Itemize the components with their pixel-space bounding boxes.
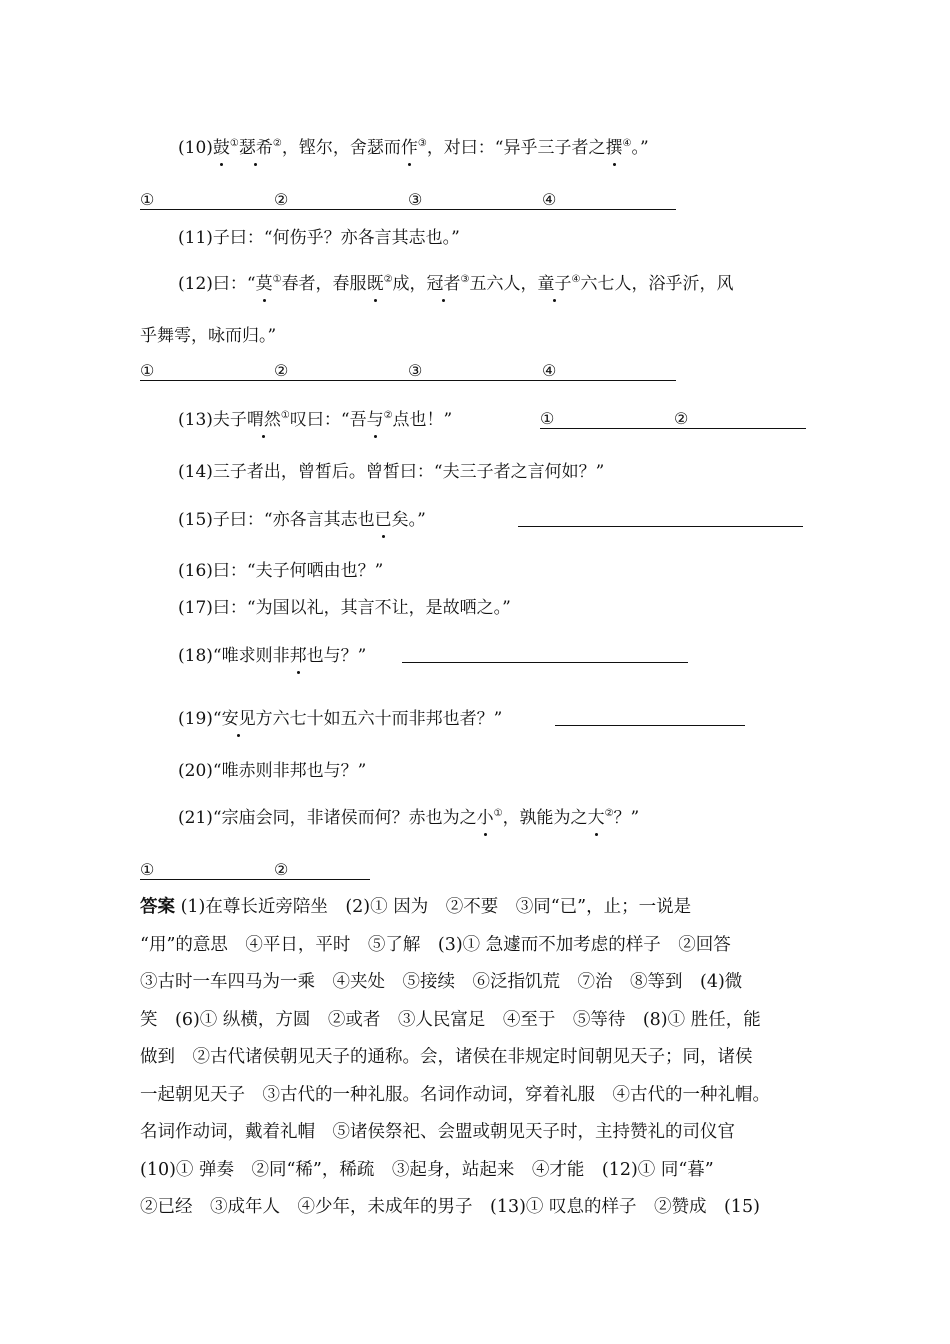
answer-line: (10)① 弹奏 ②同“稀”，稀疏 ③起身，站起来 ④才能 (12)① 同“暮” xyxy=(140,1159,714,1180)
answer-line: 笑 (6)① 纵横，方圆 ②或者 ③人民富足 ④至于 ⑤等待 (8)① 胜任，能 xyxy=(140,1009,761,1030)
q15-text: 。” xyxy=(408,510,426,530)
answer-underline[interactable] xyxy=(402,662,688,663)
question-11: (11)子曰：“何伤乎？亦各言其志也。” xyxy=(178,228,460,248)
q15-dotted-char: 也已矣 xyxy=(357,510,409,530)
answer-line: ②已经 ③成年人 ④少年，未成年的男子 (13)① 叹息的样子 ②赞成 (15) xyxy=(140,1197,760,1217)
q18-text: 也与？” xyxy=(306,646,367,666)
answer-line: 一起朝见天子 ③古代的一种礼服。名词作动词，穿着礼服 ④古代的一种礼帽。 xyxy=(140,1084,770,1105)
blank-marker: ① xyxy=(540,409,555,428)
q12-sup: ③ xyxy=(460,274,470,285)
q15-dotted-group xyxy=(358,510,409,530)
question-15 xyxy=(178,508,426,532)
q21-text: (21)“宗庙会同，非诸侯而何？赤也为之 xyxy=(178,808,477,828)
blank-marker: ③ xyxy=(408,190,423,209)
answer-underline[interactable] xyxy=(555,725,745,726)
q10-sup: ① xyxy=(229,138,239,149)
q10-text: ，铿尔，舍瑟而 xyxy=(281,138,401,158)
answer-underline[interactable] xyxy=(140,209,676,210)
q13-sup: ① xyxy=(280,410,290,421)
q21-sup: ① xyxy=(493,808,503,819)
q19-dotted-char: 安见 xyxy=(221,709,256,729)
q12-sup: ① xyxy=(272,274,282,285)
blank-marker: ③ xyxy=(408,361,423,380)
q13-dotted-char: 喟然 xyxy=(246,410,281,430)
question-20: (20)“唯赤则非邦也与？” xyxy=(178,761,367,781)
answer-underline[interactable] xyxy=(540,428,806,429)
blank-marker: ① xyxy=(140,361,155,380)
blank-marker: ② xyxy=(274,860,289,879)
answer-line xyxy=(140,889,820,927)
q10-number: (10) xyxy=(178,138,213,158)
question-17: (17)曰：“为国以礼，其言不让，是故哂之。” xyxy=(178,598,511,618)
question-13 xyxy=(178,408,452,432)
answer-key xyxy=(140,889,820,1227)
blank-marker: ① xyxy=(140,190,155,209)
question-16: (16)曰：“夫子何哂由也？” xyxy=(178,561,384,581)
q13-text: 叹曰：“吾 xyxy=(289,410,367,430)
q13-text: (13)夫子 xyxy=(178,410,247,430)
q21-text: ？” xyxy=(613,808,640,828)
q10-sup: ④ xyxy=(622,138,632,149)
q10-sup: ③ xyxy=(417,138,427,149)
blank-marker: ② xyxy=(274,190,289,209)
q13-text: 点也！” xyxy=(392,410,453,430)
q18-dotted-char: 邦 xyxy=(289,646,307,666)
question-19 xyxy=(178,707,502,731)
q12-dotted-char: 莫 xyxy=(255,274,273,294)
q10-sup: ② xyxy=(272,138,282,149)
q10-text: 。” xyxy=(631,138,649,158)
question-10 xyxy=(178,136,649,160)
blank-marker: ② xyxy=(274,361,289,380)
q13-sup: ② xyxy=(383,410,393,421)
q12-dotted-char: 冠者 xyxy=(426,274,461,294)
answer-underline[interactable] xyxy=(140,380,676,381)
answer-line: ③古时一车四马为一乘 ④夹处 ⑤接续 ⑥泛指饥荒 ⑦治 ⑧等到 (4)微 xyxy=(140,972,743,992)
q19-text: (19)“ xyxy=(178,709,222,729)
q21-dotted-char: 大 xyxy=(587,808,605,828)
q12-sup: ④ xyxy=(571,274,581,285)
q12-dotted-char: 既 xyxy=(366,274,384,294)
q10-text: ，对曰：“异乎三子者之 xyxy=(426,138,606,158)
question-18 xyxy=(178,644,366,668)
q10-dotted-char: 撰 xyxy=(605,138,623,158)
q21-dotted-char: 小 xyxy=(476,808,494,828)
answer-underline[interactable] xyxy=(518,526,803,527)
answer-underline[interactable] xyxy=(140,879,370,880)
answer-line: “用”的意思 ④平日，平时 ⑤了解 (3)① 急遽而不加考虑的样子 ②回答 xyxy=(140,934,731,955)
q10-dotted-char: 鼓 xyxy=(212,138,230,158)
q12-text: 六七人，浴乎沂，风 xyxy=(580,274,734,294)
question-12 xyxy=(178,272,733,296)
blank-marker: ④ xyxy=(542,361,557,380)
answer-label: 答案 xyxy=(140,897,175,917)
q15-text: (15)子曰：“亦各言其志 xyxy=(178,510,358,530)
blank-marker: ④ xyxy=(542,190,557,209)
blank-marker: ① xyxy=(140,860,155,879)
q12-dotted-char: 童子 xyxy=(537,274,572,294)
question-12-cont: 乎舞雩，咏而归。” xyxy=(140,326,277,346)
q21-text: ，孰能为之 xyxy=(502,808,588,828)
q12-text: 春者，春服 xyxy=(281,274,367,294)
question-14: (14)三子者出，曾皙后。曾皙曰：“夫三子者之言何如？” xyxy=(178,462,605,482)
q18-text: (18)“唯求则非 xyxy=(178,646,290,666)
answer-text: (1)在尊长近旁陪坐 (2)① 因为 ②不要 ③同“已”，止；一说是 xyxy=(175,897,692,917)
q13-dotted-char: 与 xyxy=(366,410,384,430)
answer-line: 名词作动词，戴着礼帽 ⑤诸侯祭祀、会盟或朝见天子时，主持赞礼的司仪官 xyxy=(140,1122,735,1142)
q21-sup: ② xyxy=(604,808,614,819)
blank-marker: ② xyxy=(674,409,689,428)
q10-dotted-char: 瑟希 xyxy=(238,138,273,158)
answer-line: 做到 ②古代诸侯朝见天子的通称。会，诸侯在非规定时间朝见天子；同，诸侯 xyxy=(140,1047,753,1067)
q12-sup: ② xyxy=(383,274,393,285)
q19-text: 方六七十如五六十而非邦也者？” xyxy=(255,709,503,729)
q12-text: 五六人， xyxy=(469,274,538,294)
question-21 xyxy=(178,806,639,830)
q12-text: 成， xyxy=(392,274,427,294)
q10-dotted-char: 作 xyxy=(400,138,418,158)
q12-text: (12)曰：“ xyxy=(178,274,256,294)
